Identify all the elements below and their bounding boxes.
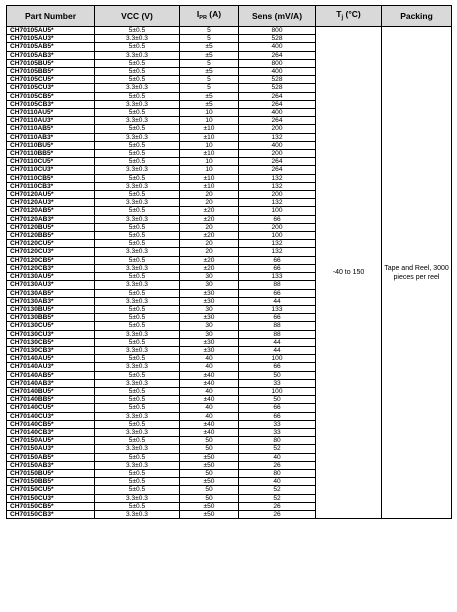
cell-vcc: 5±0.5 bbox=[95, 256, 180, 264]
cell-ipr: ±30 bbox=[180, 297, 239, 305]
cell-vcc: 5±0.5 bbox=[95, 223, 180, 231]
spec-table-wrapper bbox=[6, 5, 451, 519]
cell-ipr: 20 bbox=[180, 240, 239, 248]
cell-vcc: 5±0.5 bbox=[95, 338, 180, 346]
cell-part-number: CH70105CB3* bbox=[7, 100, 95, 108]
cell-part-number: CH70105AU3* bbox=[7, 35, 95, 43]
cell-sens: 400 bbox=[239, 109, 316, 117]
cell-sens: 88 bbox=[239, 322, 316, 330]
cell-part-number: CH70140AB5* bbox=[7, 371, 95, 379]
cell-part-number: CH70110BB5* bbox=[7, 150, 95, 158]
cell-sens: 40 bbox=[239, 453, 316, 461]
cell-vcc: 5±0.5 bbox=[95, 502, 180, 510]
cell-sens: 800 bbox=[239, 27, 316, 35]
cell-vcc: 3.3±0.3 bbox=[95, 297, 180, 305]
cell-ipr: 30 bbox=[180, 273, 239, 281]
cell-part-number: CH70110AU3* bbox=[7, 117, 95, 125]
cell-sens: 66 bbox=[239, 264, 316, 272]
cell-ipr: 20 bbox=[180, 199, 239, 207]
cell-vcc: 5±0.5 bbox=[95, 232, 180, 240]
cell-part-number: CH70120AU3* bbox=[7, 199, 95, 207]
cell-vcc: 3.3±0.3 bbox=[95, 281, 180, 289]
cell-sens: 66 bbox=[239, 412, 316, 420]
cell-ipr: ±50 bbox=[180, 502, 239, 510]
cell-sens: 132 bbox=[239, 174, 316, 182]
cell-vcc: 5±0.5 bbox=[95, 76, 180, 84]
cell-part-number: CH70105BB5* bbox=[7, 68, 95, 76]
cell-ipr: ±40 bbox=[180, 396, 239, 404]
cell-sens: 200 bbox=[239, 223, 316, 231]
cell-sens: 132 bbox=[239, 133, 316, 141]
cell-vcc: 3.3±0.3 bbox=[95, 35, 180, 43]
cell-vcc: 5±0.5 bbox=[95, 486, 180, 494]
cell-vcc: 5±0.5 bbox=[95, 109, 180, 117]
cell-ipr: 20 bbox=[180, 191, 239, 199]
cell-part-number: CH70120CU3* bbox=[7, 248, 95, 256]
cell-part-number: CH70105AB3* bbox=[7, 51, 95, 59]
cell-part-number: CH70140AB3* bbox=[7, 379, 95, 387]
cell-vcc: 3.3±0.3 bbox=[95, 182, 180, 190]
cell-part-number: CH70110BU5* bbox=[7, 141, 95, 149]
cell-sens: 264 bbox=[239, 117, 316, 125]
cell-sens: 80 bbox=[239, 469, 316, 477]
cell-ipr: 50 bbox=[180, 445, 239, 453]
cell-vcc: 3.3±0.3 bbox=[95, 166, 180, 174]
cell-ipr: ±5 bbox=[180, 51, 239, 59]
cell-sens: 200 bbox=[239, 150, 316, 158]
table-row bbox=[7, 27, 452, 35]
cell-vcc: 5±0.5 bbox=[95, 59, 180, 67]
cell-vcc: 5±0.5 bbox=[95, 437, 180, 445]
header-tj-subscript: j bbox=[341, 15, 344, 21]
cell-vcc: 5±0.5 bbox=[95, 371, 180, 379]
cell-part-number: CH70105BU5* bbox=[7, 59, 95, 67]
cell-ipr: ±10 bbox=[180, 174, 239, 182]
cell-part-number: CH70120CU5* bbox=[7, 240, 95, 248]
cell-sens: 26 bbox=[239, 510, 316, 518]
header-tj-unit: (°C) bbox=[345, 9, 361, 19]
cell-vcc: 3.3±0.3 bbox=[95, 248, 180, 256]
cell-part-number: CH70150BU5* bbox=[7, 469, 95, 477]
cell-vcc: 5±0.5 bbox=[95, 141, 180, 149]
cell-part-number: CH70140CU3* bbox=[7, 412, 95, 420]
cell-part-number: CH70120AB5* bbox=[7, 207, 95, 215]
cell-vcc: 5±0.5 bbox=[95, 355, 180, 363]
header-vcc: VCC (V) bbox=[95, 6, 180, 27]
cell-ipr: ±50 bbox=[180, 510, 239, 518]
part-number-table bbox=[6, 5, 452, 519]
cell-sens: 80 bbox=[239, 437, 316, 445]
cell-sens: 88 bbox=[239, 330, 316, 338]
cell-ipr: ±10 bbox=[180, 125, 239, 133]
cell-ipr: 50 bbox=[180, 437, 239, 445]
cell-sens: 66 bbox=[239, 404, 316, 412]
cell-part-number: CH70140CB3* bbox=[7, 428, 95, 436]
cell-ipr: 50 bbox=[180, 469, 239, 477]
cell-part-number: CH70120CB5* bbox=[7, 256, 95, 264]
table-header-row bbox=[7, 6, 452, 27]
cell-part-number: CH70140CU5* bbox=[7, 404, 95, 412]
cell-sens: 33 bbox=[239, 379, 316, 387]
cell-ipr: ±10 bbox=[180, 133, 239, 141]
cell-vcc: 5±0.5 bbox=[95, 174, 180, 182]
cell-vcc: 3.3±0.3 bbox=[95, 510, 180, 518]
cell-sens: 264 bbox=[239, 100, 316, 108]
cell-ipr: ±30 bbox=[180, 289, 239, 297]
cell-sens: 264 bbox=[239, 158, 316, 166]
cell-vcc: 5±0.5 bbox=[95, 396, 180, 404]
cell-ipr: 40 bbox=[180, 363, 239, 371]
cell-part-number: CH70105AU5* bbox=[7, 27, 95, 35]
cell-ipr: 10 bbox=[180, 141, 239, 149]
cell-part-number: CH70105CU3* bbox=[7, 84, 95, 92]
cell-ipr: ±30 bbox=[180, 314, 239, 322]
cell-sens: 88 bbox=[239, 281, 316, 289]
cell-sens: 40 bbox=[239, 478, 316, 486]
cell-ipr: ±5 bbox=[180, 92, 239, 100]
cell-part-number: CH70110CU5* bbox=[7, 158, 95, 166]
cell-operating-temperature: -40 to 150 bbox=[316, 27, 382, 519]
cell-sens: 200 bbox=[239, 125, 316, 133]
cell-part-number: CH70130BU5* bbox=[7, 305, 95, 313]
cell-ipr: ±10 bbox=[180, 182, 239, 190]
cell-ipr: 5 bbox=[180, 27, 239, 35]
cell-ipr: 10 bbox=[180, 166, 239, 174]
cell-sens: 50 bbox=[239, 371, 316, 379]
cell-ipr: 40 bbox=[180, 387, 239, 395]
cell-vcc: 5±0.5 bbox=[95, 314, 180, 322]
header-ipr-subscript: PR bbox=[199, 15, 207, 21]
cell-ipr: 30 bbox=[180, 281, 239, 289]
cell-vcc: 5±0.5 bbox=[95, 191, 180, 199]
cell-part-number: CH70150AU5* bbox=[7, 437, 95, 445]
cell-ipr: ±40 bbox=[180, 379, 239, 387]
cell-vcc: 5±0.5 bbox=[95, 322, 180, 330]
cell-sens: 100 bbox=[239, 355, 316, 363]
cell-part-number: CH70110CB3* bbox=[7, 182, 95, 190]
cell-sens: 52 bbox=[239, 445, 316, 453]
cell-ipr: ±20 bbox=[180, 215, 239, 223]
cell-vcc: 5±0.5 bbox=[95, 289, 180, 297]
cell-sens: 100 bbox=[239, 207, 316, 215]
cell-ipr: 50 bbox=[180, 486, 239, 494]
cell-sens: 132 bbox=[239, 240, 316, 248]
cell-part-number: CH70130AB5* bbox=[7, 289, 95, 297]
cell-sens: 50 bbox=[239, 396, 316, 404]
header-part-number: Part Number bbox=[7, 6, 95, 27]
cell-vcc: 5±0.5 bbox=[95, 158, 180, 166]
header-tj bbox=[316, 6, 382, 27]
cell-ipr: 30 bbox=[180, 305, 239, 313]
cell-sens: 800 bbox=[239, 59, 316, 67]
cell-ipr: 30 bbox=[180, 322, 239, 330]
cell-sens: 52 bbox=[239, 486, 316, 494]
cell-part-number: CH70130CB5* bbox=[7, 338, 95, 346]
cell-ipr: 10 bbox=[180, 109, 239, 117]
cell-part-number: CH70130AB3* bbox=[7, 297, 95, 305]
header-sens: Sens (mV/A) bbox=[239, 6, 316, 27]
cell-sens: 528 bbox=[239, 84, 316, 92]
cell-part-number: CH70120CB3* bbox=[7, 264, 95, 272]
cell-part-number: CH70130CU3* bbox=[7, 330, 95, 338]
cell-ipr: 5 bbox=[180, 35, 239, 43]
cell-vcc: 3.3±0.3 bbox=[95, 363, 180, 371]
cell-vcc: 3.3±0.3 bbox=[95, 461, 180, 469]
header-packing: Packing bbox=[382, 6, 452, 27]
cell-vcc: 5±0.5 bbox=[95, 273, 180, 281]
cell-part-number: CH70140BU5* bbox=[7, 387, 95, 395]
cell-ipr: 5 bbox=[180, 76, 239, 84]
cell-vcc: 5±0.5 bbox=[95, 305, 180, 313]
cell-ipr: 50 bbox=[180, 494, 239, 502]
cell-ipr: ±5 bbox=[180, 43, 239, 51]
cell-part-number: CH70130CB3* bbox=[7, 346, 95, 354]
cell-vcc: 3.3±0.3 bbox=[95, 117, 180, 125]
cell-sens: 52 bbox=[239, 494, 316, 502]
header-ipr-symbol: I bbox=[196, 9, 200, 19]
cell-sens: 44 bbox=[239, 297, 316, 305]
cell-vcc: 5±0.5 bbox=[95, 387, 180, 395]
cell-part-number: CH70130CU5* bbox=[7, 322, 95, 330]
cell-part-number: CH70150CU3* bbox=[7, 494, 95, 502]
cell-sens: 133 bbox=[239, 273, 316, 281]
cell-ipr: ±20 bbox=[180, 264, 239, 272]
cell-ipr: ±40 bbox=[180, 371, 239, 379]
cell-part-number: CH70130AU5* bbox=[7, 273, 95, 281]
cell-part-number: CH70150BB5* bbox=[7, 478, 95, 486]
cell-ipr: ±5 bbox=[180, 100, 239, 108]
cell-ipr: 40 bbox=[180, 412, 239, 420]
cell-vcc: 3.3±0.3 bbox=[95, 330, 180, 338]
cell-part-number: CH70110AB3* bbox=[7, 133, 95, 141]
cell-ipr: 5 bbox=[180, 84, 239, 92]
cell-ipr: 10 bbox=[180, 158, 239, 166]
cell-sens: 400 bbox=[239, 141, 316, 149]
cell-ipr: 20 bbox=[180, 223, 239, 231]
cell-ipr: ±30 bbox=[180, 346, 239, 354]
cell-vcc: 5±0.5 bbox=[95, 125, 180, 133]
cell-part-number: CH70140CB5* bbox=[7, 420, 95, 428]
cell-ipr: 20 bbox=[180, 248, 239, 256]
cell-sens: 132 bbox=[239, 248, 316, 256]
cell-vcc: 3.3±0.3 bbox=[95, 51, 180, 59]
cell-sens: 264 bbox=[239, 51, 316, 59]
cell-sens: 264 bbox=[239, 92, 316, 100]
cell-part-number: CH70130AU3* bbox=[7, 281, 95, 289]
cell-sens: 44 bbox=[239, 346, 316, 354]
cell-part-number: CH70140AU3* bbox=[7, 363, 95, 371]
cell-ipr: ±20 bbox=[180, 232, 239, 240]
cell-vcc: 3.3±0.3 bbox=[95, 445, 180, 453]
cell-vcc: 5±0.5 bbox=[95, 404, 180, 412]
cell-vcc: 3.3±0.3 bbox=[95, 412, 180, 420]
cell-ipr: ±50 bbox=[180, 478, 239, 486]
cell-sens: 132 bbox=[239, 199, 316, 207]
cell-part-number: CH70150CU5* bbox=[7, 486, 95, 494]
cell-sens: 400 bbox=[239, 68, 316, 76]
cell-part-number: CH70140BB5* bbox=[7, 396, 95, 404]
cell-sens: 264 bbox=[239, 166, 316, 174]
cell-sens: 100 bbox=[239, 387, 316, 395]
cell-part-number: CH70130BB5* bbox=[7, 314, 95, 322]
cell-sens: 26 bbox=[239, 461, 316, 469]
cell-vcc: 3.3±0.3 bbox=[95, 133, 180, 141]
header-ipr-unit: (A) bbox=[206, 9, 222, 19]
cell-part-number: CH70140AU5* bbox=[7, 355, 95, 363]
cell-part-number: CH70120BB5* bbox=[7, 232, 95, 240]
cell-sens: 132 bbox=[239, 182, 316, 190]
cell-sens: 100 bbox=[239, 232, 316, 240]
cell-part-number: CH70110CU3* bbox=[7, 166, 95, 174]
cell-sens: 33 bbox=[239, 428, 316, 436]
cell-part-number: CH70110CB5* bbox=[7, 174, 95, 182]
cell-part-number: CH70105AB5* bbox=[7, 43, 95, 51]
cell-part-number: CH70105CU5* bbox=[7, 76, 95, 84]
header-tj-symbol: T bbox=[336, 9, 342, 19]
cell-vcc: 5±0.5 bbox=[95, 207, 180, 215]
cell-vcc: 5±0.5 bbox=[95, 469, 180, 477]
header-ipr bbox=[180, 6, 239, 27]
cell-ipr: 30 bbox=[180, 330, 239, 338]
cell-vcc: 3.3±0.3 bbox=[95, 100, 180, 108]
cell-ipr: 10 bbox=[180, 117, 239, 125]
cell-vcc: 3.3±0.3 bbox=[95, 199, 180, 207]
cell-vcc: 3.3±0.3 bbox=[95, 494, 180, 502]
cell-vcc: 5±0.5 bbox=[95, 43, 180, 51]
cell-sens: 528 bbox=[239, 76, 316, 84]
cell-vcc: 5±0.5 bbox=[95, 92, 180, 100]
cell-sens: 400 bbox=[239, 43, 316, 51]
cell-sens: 26 bbox=[239, 502, 316, 510]
cell-sens: 44 bbox=[239, 338, 316, 346]
cell-part-number: CH70150CB5* bbox=[7, 502, 95, 510]
cell-vcc: 3.3±0.3 bbox=[95, 346, 180, 354]
cell-ipr: 40 bbox=[180, 404, 239, 412]
cell-sens: 66 bbox=[239, 256, 316, 264]
cell-part-number: CH70120AU5* bbox=[7, 191, 95, 199]
cell-part-number: CH70110AU5* bbox=[7, 109, 95, 117]
cell-sens: 33 bbox=[239, 420, 316, 428]
cell-part-number: CH70150AB5* bbox=[7, 453, 95, 461]
cell-ipr: ±40 bbox=[180, 428, 239, 436]
cell-ipr: ±30 bbox=[180, 338, 239, 346]
cell-vcc: 5±0.5 bbox=[95, 68, 180, 76]
cell-ipr: 40 bbox=[180, 355, 239, 363]
cell-part-number: CH70105CB5* bbox=[7, 92, 95, 100]
cell-vcc: 5±0.5 bbox=[95, 420, 180, 428]
cell-part-number: CH70150CB3* bbox=[7, 510, 95, 518]
cell-part-number: CH70120BU5* bbox=[7, 223, 95, 231]
cell-vcc: 3.3±0.3 bbox=[95, 215, 180, 223]
cell-part-number: CH70110AB5* bbox=[7, 125, 95, 133]
cell-ipr: 5 bbox=[180, 59, 239, 67]
cell-vcc: 3.3±0.3 bbox=[95, 84, 180, 92]
cell-part-number: CH70120AB3* bbox=[7, 215, 95, 223]
table-body bbox=[7, 27, 452, 519]
cell-sens: 66 bbox=[239, 314, 316, 322]
cell-packing: Tape and Reel, 3000 pieces per reel bbox=[382, 27, 452, 519]
cell-vcc: 3.3±0.3 bbox=[95, 379, 180, 387]
cell-sens: 66 bbox=[239, 363, 316, 371]
cell-vcc: 5±0.5 bbox=[95, 150, 180, 158]
cell-sens: 200 bbox=[239, 191, 316, 199]
cell-ipr: ±5 bbox=[180, 68, 239, 76]
cell-part-number: CH70150AU3* bbox=[7, 445, 95, 453]
cell-vcc: 5±0.5 bbox=[95, 240, 180, 248]
cell-vcc: 5±0.5 bbox=[95, 27, 180, 35]
cell-ipr: ±40 bbox=[180, 420, 239, 428]
cell-ipr: ±20 bbox=[180, 256, 239, 264]
cell-ipr: ±10 bbox=[180, 150, 239, 158]
cell-sens: 528 bbox=[239, 35, 316, 43]
cell-part-number: CH70150AB3* bbox=[7, 461, 95, 469]
cell-ipr: ±20 bbox=[180, 207, 239, 215]
cell-vcc: 5±0.5 bbox=[95, 453, 180, 461]
cell-vcc: 5±0.5 bbox=[95, 478, 180, 486]
cell-sens: 66 bbox=[239, 289, 316, 297]
cell-ipr: ±50 bbox=[180, 453, 239, 461]
cell-ipr: ±50 bbox=[180, 461, 239, 469]
cell-vcc: 3.3±0.3 bbox=[95, 264, 180, 272]
cell-vcc: 3.3±0.3 bbox=[95, 428, 180, 436]
cell-sens: 66 bbox=[239, 215, 316, 223]
cell-sens: 133 bbox=[239, 305, 316, 313]
